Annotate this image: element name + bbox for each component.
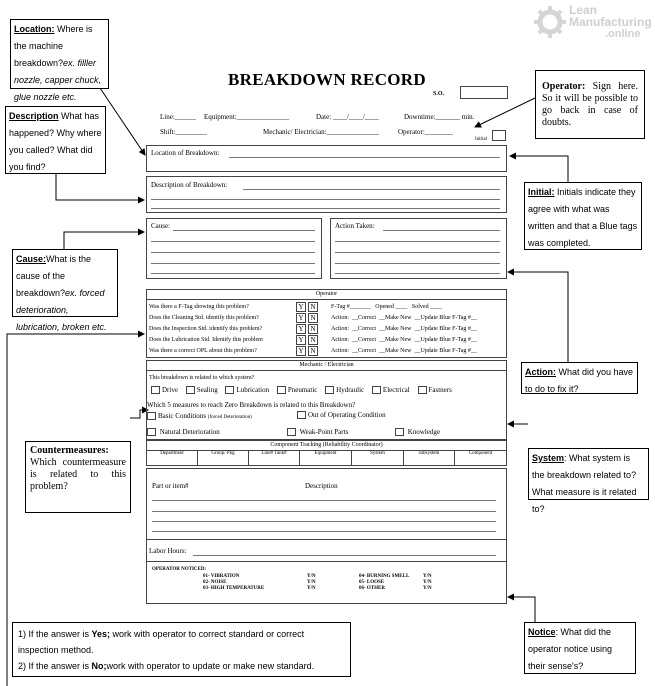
- checklist-action: Action: __Correct __Make New __Update Blue F-Tag #__: [331, 337, 477, 343]
- notice-annotation: [524, 622, 636, 674]
- tracking-header: Component Tracking (Reliability Coordinator): [147, 441, 506, 451]
- mechanic-header: Mechanic / Electrician: [147, 361, 506, 371]
- noticed-yn[interactable]: Y/N: [307, 574, 316, 579]
- annotation-example: ex. filller nozzle, capper chuck, glue nozzle etc.: [14, 58, 102, 102]
- no-box[interactable]: N: [308, 313, 318, 323]
- cause-label: Cause:: [151, 222, 171, 230]
- yes-box[interactable]: Y: [296, 313, 306, 323]
- annotation-title: Description: [9, 111, 59, 121]
- yes-box[interactable]: Y: [296, 302, 306, 312]
- annotation-title: Location:: [14, 24, 55, 34]
- tracking-cell[interactable]: subsystem: [404, 450, 455, 466]
- operator-annotation: [535, 70, 645, 139]
- system-question: This breakdown is related to which system?: [149, 375, 255, 381]
- countermeasures-annotation: [25, 441, 131, 513]
- description-column-label: Description: [305, 482, 338, 490]
- annotation-title: Notice: [528, 627, 556, 637]
- noticed-item: 05- LOOSE: [359, 580, 385, 585]
- checklist-question: Does the Lubrication Std. Identify this problem: [149, 337, 263, 343]
- logo-line-3: .online: [605, 28, 641, 40]
- checklist-action: Action: __Correct __Make New __Update Blue F-Tag #__: [331, 326, 477, 332]
- checklist-action: F-Tag #_______ Opened ____ Solved ____: [331, 304, 443, 310]
- noticed-yn[interactable]: Y/N: [423, 586, 432, 591]
- noticed-item: 06- OTHER: [359, 586, 385, 591]
- annotation-title: Cause:: [16, 254, 47, 264]
- action-taken-label: Action Taken:: [335, 222, 375, 230]
- system-option: Sealing: [196, 386, 218, 394]
- date-field[interactable]: Date: ____/____/____: [316, 113, 379, 121]
- annotation-title: System: [532, 453, 565, 463]
- annotation-text: Initials indicate they agree with what was written and that a Blue tags was completed.: [528, 187, 638, 248]
- checklist-question: Was there a correct OPL about this problem?: [149, 348, 257, 354]
- noticed-yn-right: [423, 574, 432, 592]
- annotation-text: What is the cause of the breakdown?: [16, 254, 92, 298]
- measure-label: Natural Deterioration: [159, 428, 220, 436]
- system-option: Drive: [162, 386, 178, 394]
- annotation-text: Which countermeasure is related to this problem?: [30, 457, 126, 492]
- mechanic-section: [146, 360, 507, 440]
- system-option: Lubrication: [236, 386, 270, 394]
- measure-basic: [147, 412, 252, 422]
- checkbox[interactable]: [418, 386, 427, 394]
- annotation-text: : What system is the breakdown related to? What measure is it related to?: [532, 453, 637, 514]
- noticed-item: 03- HIGH TEMPERATURE: [203, 586, 265, 591]
- tracking-cell[interactable]: Group/ Pkg: [198, 450, 249, 466]
- checkbox[interactable]: [372, 386, 381, 394]
- checklist-question: Does the Inspection Std. identify this problem?: [149, 326, 263, 332]
- annotation-text: What has happened? Why where you called? What did you find?: [9, 111, 102, 172]
- annotation-title: Countermeasures:: [30, 445, 109, 456]
- yes-box[interactable]: Y: [296, 335, 306, 345]
- noticed-list-left: [203, 574, 264, 592]
- noticed-yn[interactable]: Y/N: [307, 580, 316, 585]
- noticed-list-right: [359, 574, 409, 592]
- logo-line-2: Manufacturing: [569, 15, 652, 29]
- tracking-row: [147, 450, 506, 466]
- so-label: S.O.: [433, 91, 445, 97]
- measure-out: [297, 411, 386, 420]
- footnote-text: work with operator to correct standard or correct inspection method.: [18, 629, 305, 655]
- location-box[interactable]: [146, 145, 507, 172]
- checkbox[interactable]: [277, 386, 286, 394]
- line-field[interactable]: Line:______: [160, 113, 196, 121]
- system-option: Pneumatic: [287, 386, 318, 394]
- cause-box[interactable]: [146, 218, 322, 279]
- footnote-answer: No;: [91, 661, 107, 671]
- system-option: Fastners: [428, 386, 452, 394]
- no-box[interactable]: N: [308, 302, 318, 312]
- footnote-text: work with operator to update or make new standard.: [106, 661, 315, 671]
- checkbox[interactable]: [225, 386, 234, 394]
- noticed-yn[interactable]: Y/N: [307, 586, 316, 591]
- tracking-cell[interactable]: Equipment: [300, 450, 352, 466]
- description-annotation: [5, 106, 106, 174]
- noticed-item: 04- BURNING SMELL: [359, 574, 410, 579]
- checklist-question: Does the Cleaning Std. identify this problem?: [149, 315, 259, 321]
- yes-box[interactable]: Y: [296, 324, 306, 334]
- equipment-field[interactable]: Equipment:_______________: [204, 113, 290, 121]
- description-label: Description of Breakdown:: [151, 181, 228, 189]
- checkbox[interactable]: [186, 386, 195, 394]
- footnote-text: 2) If the answer is: [18, 661, 92, 671]
- description-box[interactable]: [146, 176, 507, 213]
- labor-hours-label: Labor Hours:: [149, 547, 187, 555]
- measure-label: Basic Conditions: [158, 412, 207, 420]
- footnote-answer: Yes;: [91, 629, 111, 639]
- annotation-text: : What did the operator notice using their sense's?: [528, 627, 613, 671]
- checkbox[interactable]: [325, 386, 334, 394]
- footnote-text: 1) If the answer is: [18, 629, 92, 639]
- measure-note: (forced Deterioration): [207, 415, 252, 420]
- annotation-example: ex. forced deterioration, lubrication, broken etc.: [16, 288, 107, 332]
- parts-section: [146, 468, 507, 604]
- measure-label: Out of Operating Condition: [308, 411, 386, 419]
- no-box[interactable]: N: [308, 346, 318, 356]
- operator-noticed-header: OPERATOR NOTICED:: [152, 567, 207, 572]
- measures-question: Which 5 measures to reach Zero Breakdown is related to this Breakdown?: [147, 401, 356, 409]
- shift-field[interactable]: Shift:_________: [160, 128, 208, 136]
- location-annotation: [10, 19, 109, 102]
- measure-label: Weak-Point Parts: [299, 428, 349, 436]
- cause-annotation: [12, 249, 118, 332]
- no-box[interactable]: N: [308, 324, 318, 334]
- action-taken-box[interactable]: [330, 218, 507, 279]
- annotation-text: What did you have to do to fix it?: [525, 367, 634, 394]
- tracking-cell[interactable]: Department: [147, 450, 198, 466]
- system-annotation: [528, 448, 649, 514]
- noticed-item: 01- VIBRATION: [203, 574, 240, 579]
- annotation-title: Operator:: [542, 81, 586, 92]
- system-options: [151, 386, 452, 395]
- initial-box[interactable]: [492, 130, 506, 141]
- measure-natural: [147, 428, 220, 437]
- noticed-yn[interactable]: Y/N: [423, 580, 432, 585]
- location-label: Location of Breakdown:: [151, 149, 220, 157]
- checkbox[interactable]: [151, 386, 160, 394]
- measure-knowledge: [395, 428, 440, 437]
- footnote-no: [18, 658, 345, 674]
- no-box[interactable]: N: [308, 335, 318, 345]
- noticed-item: 02- NOISE: [203, 580, 227, 585]
- footnote-yes: [18, 626, 345, 658]
- tracking-cell[interactable]: System: [352, 450, 404, 466]
- measure-label: Knowledge: [407, 428, 441, 436]
- operator-field[interactable]: Operator:________: [398, 128, 453, 136]
- action-annotation: [521, 362, 638, 394]
- checklist-action: Action: __Correct __Make New __Update Blue F-Tag #__: [331, 348, 477, 354]
- footnote-box: [12, 622, 351, 677]
- initial-annotation: [524, 182, 642, 250]
- form-title: BREAKDOWN RECORD: [228, 70, 426, 89]
- annotation-title: Initial:: [528, 187, 555, 197]
- part-label: Part or item#: [152, 482, 189, 490]
- checkbox[interactable]: [147, 428, 156, 436]
- checklist-action: Action: __Correct __Make New __Update Blue F-Tag #__: [331, 315, 477, 321]
- system-option: Hydraulic: [336, 386, 365, 394]
- system-option: Electrical: [382, 386, 410, 394]
- checkbox[interactable]: [297, 411, 306, 419]
- so-field[interactable]: [460, 86, 508, 99]
- checkbox[interactable]: [395, 428, 404, 436]
- annotation-text: Where is the machine breakdown?: [14, 24, 93, 68]
- tracking-cell[interactable]: Component: [468, 451, 493, 456]
- measure-weak: [287, 428, 348, 437]
- tracking-cell[interactable]: Line# Tank#: [249, 450, 300, 466]
- mechanic-field[interactable]: Mechanic/ Electrician:_______________: [263, 128, 380, 136]
- component-tracking: [146, 440, 507, 466]
- annotation-title: Action:: [525, 367, 556, 377]
- annotation-text: Sign here. So it will be possible to go back in case of doubts.: [542, 81, 638, 128]
- logo-line-1: Lean: [569, 3, 598, 17]
- initial-label: Initial: [475, 137, 487, 142]
- noticed-yn-left: [307, 574, 316, 592]
- operator-header: Operator: [147, 290, 506, 300]
- checkbox[interactable]: [287, 428, 296, 436]
- noticed-yn[interactable]: Y/N: [423, 574, 432, 579]
- checkbox[interactable]: [147, 412, 156, 420]
- downtime-field[interactable]: Downtime:_______ min.: [404, 113, 475, 121]
- yes-box[interactable]: Y: [296, 346, 306, 356]
- checklist-question: Was there a F-Tag showing this problem?: [149, 304, 249, 310]
- operator-checklist: [146, 289, 507, 358]
